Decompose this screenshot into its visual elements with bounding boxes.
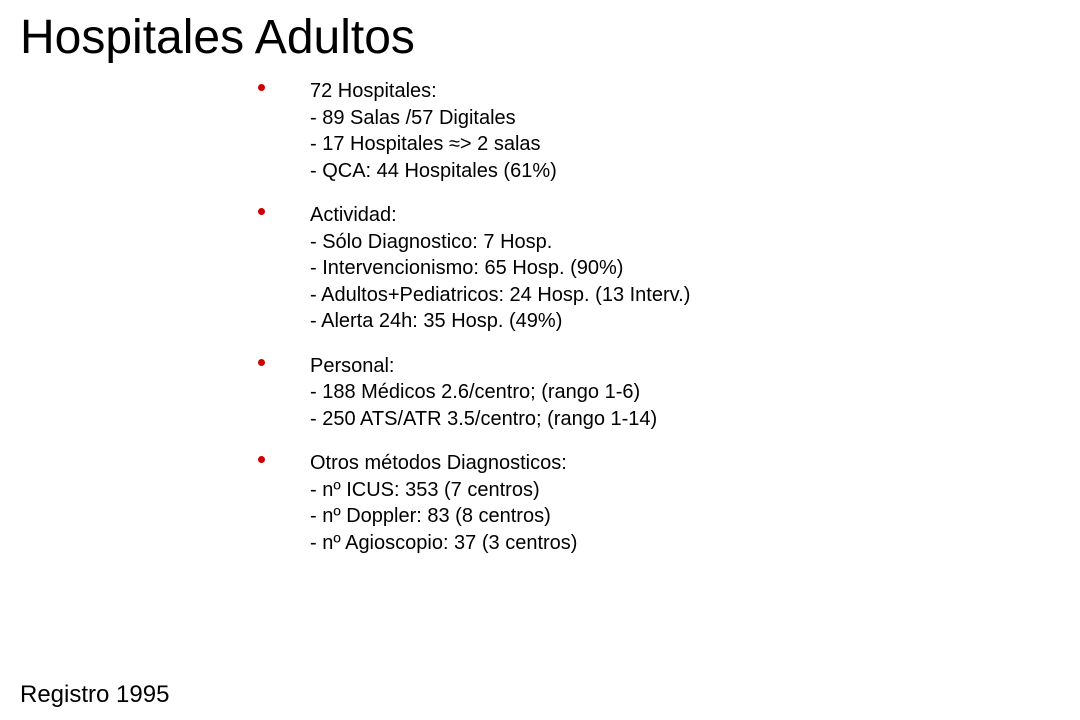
bullet-item-otros-metodos: [258, 450, 1058, 556]
bullet-line: - nº Agioscopio: 37 (3 centros): [310, 531, 578, 554]
bullet-dot-icon: [258, 208, 265, 215]
bullet-line: - 17 Hospitales ≈> 2 salas: [310, 133, 541, 155]
bullet-dot-icon: [258, 456, 265, 463]
slide-title: Hospitales Adultos: [20, 11, 415, 64]
bullet-line: - 188 Médicos 2.6/centro; (rango 1-6): [310, 381, 641, 403]
bullet-list: [258, 78, 1058, 574]
bullet-line: - Intervencionismo: 65 Hosp. (90%): [310, 257, 624, 279]
bullet-heading: 72 Hospitales:: [310, 80, 437, 102]
bullet-line: - Sólo Diagnostico: 7 Hosp.: [310, 230, 553, 253]
bullet-line: - nº Doppler: 83 (8 centros): [310, 505, 551, 527]
bullet-heading: Otros métodos Diagnosticos:: [310, 452, 567, 474]
bullet-line: - Adultos+Pediatricos: 24 Hosp. (13 Interv.): [310, 283, 691, 306]
bullet-line: - Alerta 24h: 35 Hosp. (49%): [310, 310, 563, 332]
slide-footer: Registro 1995: [20, 681, 170, 708]
bullet-line: - 89 Salas /57 Digitales: [310, 106, 516, 129]
bullet-item-hospitales: [258, 78, 1058, 184]
bullet-heading: Personal:: [310, 354, 395, 377]
bullet-line: - nº ICUS: 353 (7 centros): [310, 478, 540, 501]
bullet-item-actividad: [258, 202, 1058, 335]
bullet-dot-icon: [258, 359, 265, 366]
bullet-dot-icon: [258, 84, 265, 91]
bullet-heading: Actividad:: [310, 204, 397, 226]
bullet-line: - 250 ATS/ATR 3.5/centro; (rango 1-14): [310, 407, 658, 430]
bullet-item-personal: [258, 353, 1058, 433]
bullet-line: - QCA: 44 Hospitales (61%): [310, 159, 557, 182]
